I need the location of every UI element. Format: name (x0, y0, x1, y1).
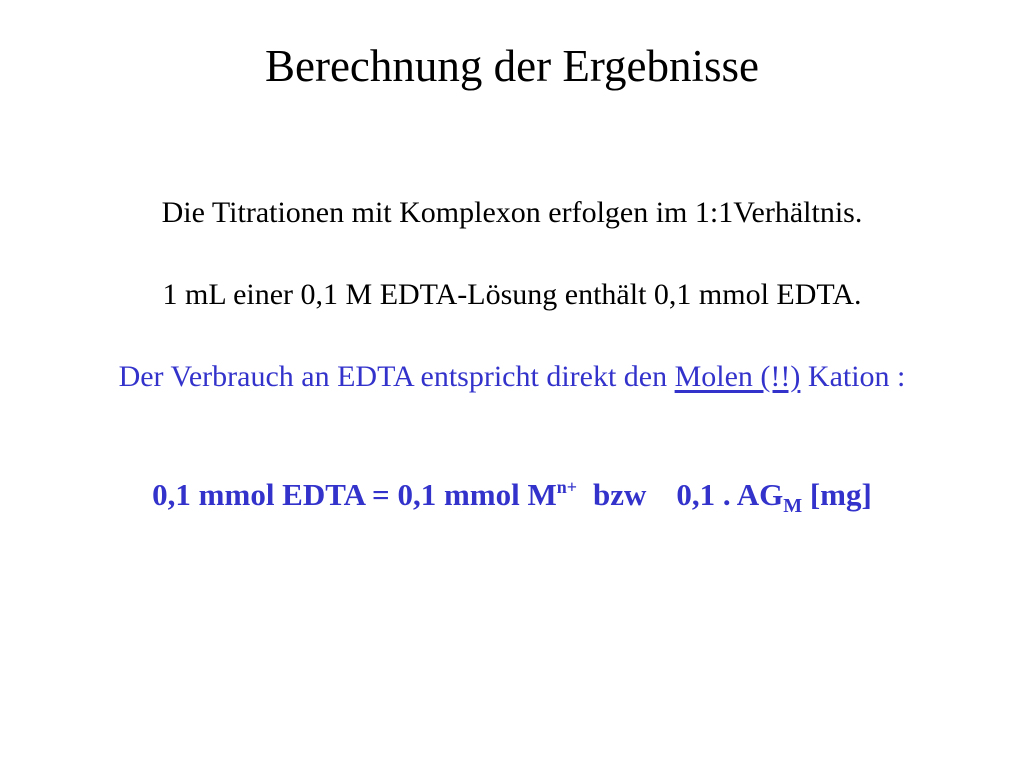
formula-unit: [mg] (802, 477, 872, 512)
consumption-text-underlined: Molen (!!) (674, 360, 801, 393)
text-line-edta-solution: 1 mL einer 0,1 M EDTA-Lösung enthält 0,1 mmol EDTA. (162, 278, 862, 311)
formula-line (0, 477, 1024, 517)
text-line-edta-consumption (0, 360, 1024, 393)
formula-left: 0,1 mmol EDTA = 0,1 mmol M (152, 477, 557, 512)
consumption-text-before: Der Verbrauch an EDTA entspricht direkt den (118, 360, 675, 393)
consumption-text-after: Kation : (800, 360, 906, 393)
formula-middle: bzw (593, 477, 647, 512)
formula-superscript: n+ (556, 477, 578, 497)
formula-subscript: M (783, 495, 803, 517)
formula-right: 0,1 . AG (676, 477, 784, 512)
text-line-titration-ratio: Die Titrationen mit Komplexon erfolgen im 1:1Verhältnis. (161, 196, 863, 229)
slide-title: Berechnung der Ergebnisse (264, 41, 759, 91)
